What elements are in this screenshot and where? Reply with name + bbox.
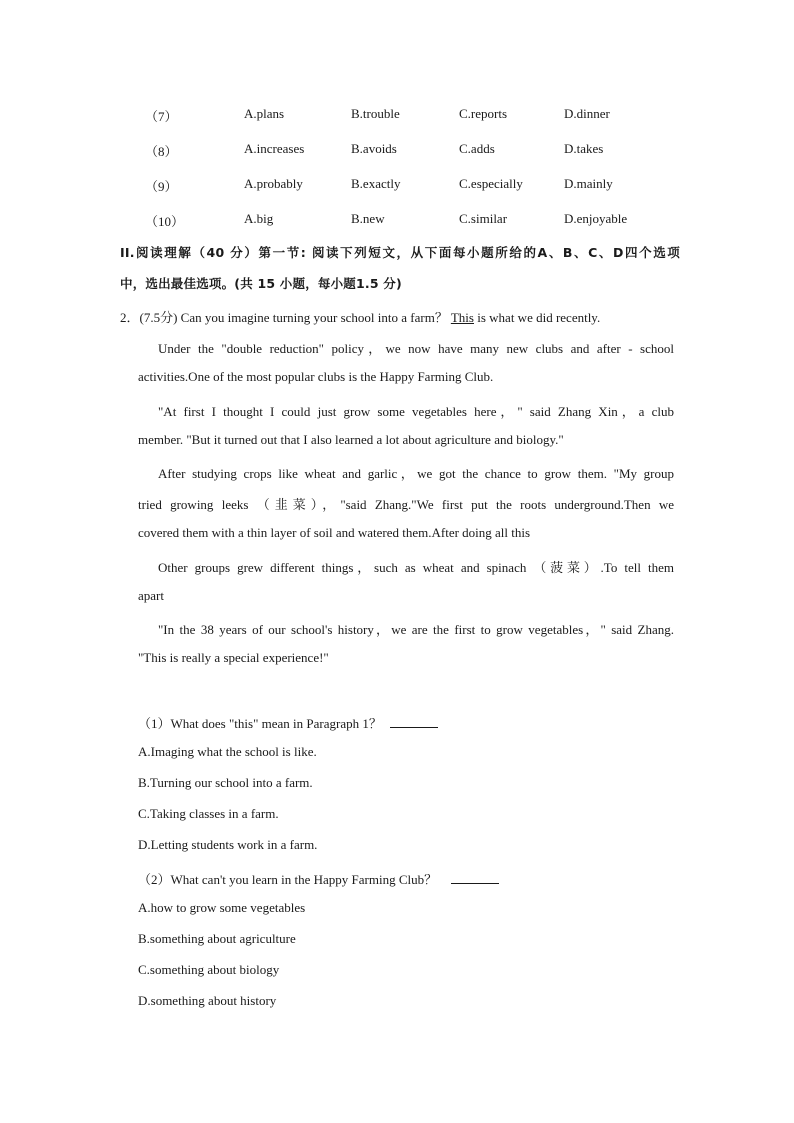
sub-question-2-option-d: D.something about history xyxy=(138,993,277,1008)
option-a: A.big xyxy=(244,211,274,226)
passage-p3-line3: covered them with a thin layer of soil and watered them.After doing all this xyxy=(138,525,531,540)
option-b: B.new xyxy=(351,211,385,226)
option-a: A.probably xyxy=(244,176,303,191)
intro-suffix: is what we did recently. xyxy=(473,310,601,325)
stem-text: （2）What can't you learn in the Happy Farming Club？ xyxy=(138,872,438,887)
section-heading xyxy=(120,237,680,299)
passage-p4-line2: apart xyxy=(138,588,164,603)
sub-question-1-option-c: C.Taking classes in a farm. xyxy=(138,806,279,821)
passage-p1-line2: activities.One of the most popular clubs is the Happy Farming Club. xyxy=(138,369,494,384)
option-d: D.mainly xyxy=(564,176,613,191)
option-d: D.dinner xyxy=(564,106,610,121)
option-c: C.similar xyxy=(459,211,508,226)
passage-p5-line2: "This is really a special experience!" xyxy=(138,650,329,665)
option-row-7 xyxy=(0,106,794,126)
answer-blank[interactable] xyxy=(451,871,499,884)
sub-question-1-stem xyxy=(138,713,438,732)
intro-prefix: 2．(7.5分) Can you imagine turning your school into a farm？ xyxy=(120,310,451,325)
passage-p3-line1: After studying crops like wheat and garlic，we got the chance to grow them. "My group xyxy=(158,466,674,481)
option-b: B.trouble xyxy=(351,106,400,121)
passage-p1-line1: Under the "double reduction" policy，we now have many new clubs and after - school xyxy=(158,341,674,356)
answer-blank[interactable] xyxy=(390,715,438,728)
option-b: B.avoids xyxy=(351,141,397,156)
sub-question-1-option-a: A.Imaging what the school is like. xyxy=(138,744,317,759)
option-d: D.enjoyable xyxy=(564,211,628,226)
section-heading-line1: II.阅读理解（40 分）第一节: 阅读下列短文，从下面每小题所给的A、B、C、D四个选项 xyxy=(120,245,680,260)
passage-p2-line2: member. "But it turned out that I also learned a lot about agriculture and biology." xyxy=(138,432,564,447)
sub-question-2-stem xyxy=(138,869,499,888)
question-number: （7） xyxy=(145,109,178,124)
option-c: C.reports xyxy=(459,106,508,121)
question-number: （9） xyxy=(145,179,178,194)
intro-underlined-word: This xyxy=(450,310,474,325)
sub-question-2-option-c: C.something about biology xyxy=(138,962,280,977)
passage-p3-line2: tried growing leeks （韭菜），"said Zhang."We first put the roots underground.Then we xyxy=(138,497,674,512)
passage-p4-line1: Other groups grew different things，such as wheat and spinach （菠菜）.To tell them xyxy=(158,560,674,575)
question-number: （10） xyxy=(145,214,185,229)
passage-p5-line1: "In the 38 years of our school's history，we are the first to grow vegetables，" said Zhang. xyxy=(158,622,674,637)
option-c: C.especially xyxy=(459,176,523,191)
option-a: A.increases xyxy=(244,141,305,156)
question-2-intro xyxy=(120,307,600,326)
option-row-9 xyxy=(0,176,794,196)
option-c: C.adds xyxy=(459,141,495,156)
option-row-10 xyxy=(0,211,794,231)
sub-question-2-option-a: A.how to grow some vegetables xyxy=(138,900,306,915)
stem-text: （1）What does "this" mean in Paragraph 1？ xyxy=(138,716,382,731)
passage-p2-line1: "At first I thought I could just grow some vegetables here，" said Zhang Xin，a club xyxy=(158,404,674,419)
sub-question-1-option-b: B.Turning our school into a farm. xyxy=(138,775,313,790)
option-row-8 xyxy=(0,141,794,161)
sub-question-1-option-d: D.Letting students work in a farm. xyxy=(138,837,318,852)
section-heading-line2: 中，选出最佳选项。(共 15 小题，每小题1.5 分) xyxy=(120,276,402,291)
sub-question-2-option-b: B.something about agriculture xyxy=(138,931,296,946)
question-number: （8） xyxy=(145,144,178,159)
option-a: A.plans xyxy=(244,106,285,121)
option-b: B.exactly xyxy=(351,176,401,191)
option-d: D.takes xyxy=(564,141,604,156)
